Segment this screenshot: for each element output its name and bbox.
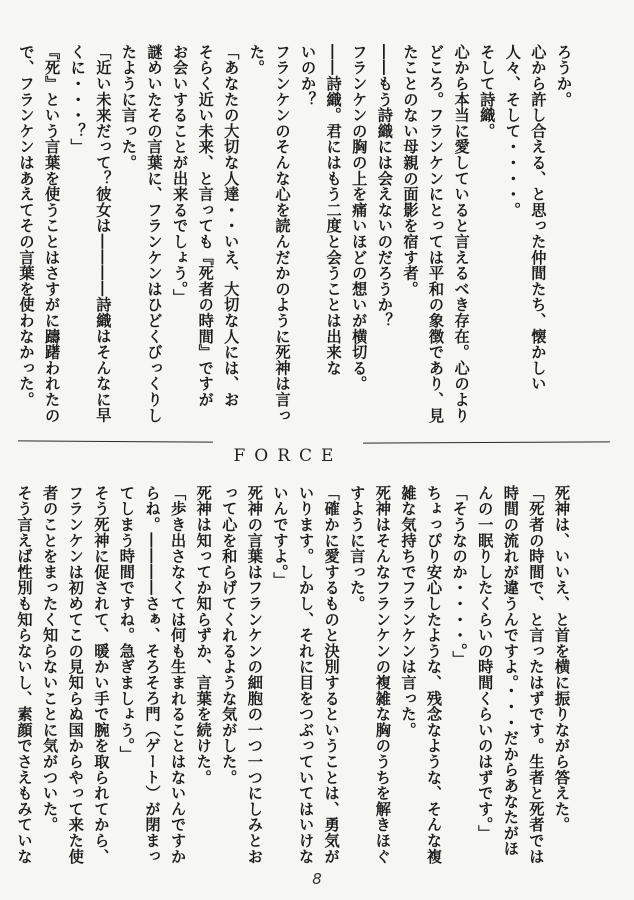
text-column: 「確かに愛するものと決別するということは、勇気が [322, 485, 341, 865]
text-column: てしまう時間ですね。急ぎましょう。」 [117, 485, 136, 762]
text-column: そらく近い未来、と言っても『死者の時間』ですが [196, 44, 215, 408]
section-divider-right [363, 441, 610, 443]
text-column: らね。――――さぁ、そろそろ門（ゲート）が閉まっ [143, 485, 162, 865]
text-column: 雑な気持ちでフランケンは言った。 [399, 485, 418, 738]
text-column: 「歩き出さなくては何も生まれることはないんですか [169, 485, 188, 865]
text-column: 「そうなのか・・・・。」 [450, 485, 469, 667]
text-column: 「死者の時間で、と言ったはずです。生者と死者では [527, 485, 546, 865]
text-column: 謎めいたその言葉に、フランケンはひどくびっくりし [145, 44, 164, 424]
text-column: ちょっぴり安心したような、残念なような、そんな複 [425, 485, 444, 865]
text-column: くに・・・？」 [68, 44, 87, 155]
text-column: どころ。フランケンにとっては平和の象徴であり、見 [427, 44, 446, 424]
text-column: そして詩織。 [478, 44, 497, 139]
text-column: 死神の言葉はフランケンの細胞の一つ一つにしみとお [245, 485, 264, 865]
text-column: そう言えば性別も知らないし、素顔でさえもみていな [15, 485, 34, 865]
text-column: いんですよ。」 [271, 485, 290, 588]
text-column: ――もう詩織には会えないのだろうか？ [375, 44, 394, 329]
page-number: 8 [312, 870, 322, 888]
section-title: FORCE [233, 446, 343, 466]
text-column: 時間の流れが違うんですよ。・・・だからあなたがほ [501, 485, 520, 857]
section-divider-left [18, 440, 213, 442]
text-column: たように言った。 [119, 44, 138, 171]
text-column: お会いすることが出来るでしょう。」 [171, 44, 190, 305]
text-column: ――詩織。君にはもう二度と会うことは出来な [324, 44, 343, 376]
text-column: フランケンのそんな心を読んだかのように死神は言っ [273, 44, 292, 424]
text-column: 死神はそんなフランケンの複雑な胸のうちを解きほぐ [373, 485, 392, 865]
text-column: すように言った。 [348, 485, 367, 612]
text-column: 死神は知ってか知らずか、言葉を続けた。 [194, 485, 213, 786]
text-column: 者のことをまったく知らないことに気がついた。 [41, 485, 60, 833]
text-column: って心を和らげてくれるような気がした。 [220, 485, 239, 786]
text-column: フランケンの胸の上を痛いほどの想いが横切る。 [350, 44, 369, 392]
top-text-block [17, 44, 576, 424]
bottom-text-block [15, 485, 574, 865]
text-column: フランケンは初めてこの見知らぬ国からやって来た使 [66, 485, 85, 865]
text-column: 人々、そして・・・・。 [503, 44, 522, 218]
text-column: で、フランケンはあえてその言葉を使わなかった。 [17, 44, 36, 408]
text-column: た。 [247, 44, 266, 76]
text-column: 「近い未来だって？彼女は――――詩織はそんなに早 [94, 44, 113, 424]
text-column: そう死神に促されて、暖かい手で腕を取られてから、 [92, 485, 111, 865]
text-column: 「あなたの大切な人達・・いえ、大切な人には、お [222, 44, 241, 408]
text-column: ろうか。 [555, 44, 573, 108]
text-column: 死神は、いいえ、と首を横に振りながら答えた。 [553, 485, 571, 833]
text-column: んの一眠りしたくらいの時間くらいのはずです。」 [476, 485, 495, 841]
text-column: 『死』という言葉を使うことはさすがに躊躇われたの [43, 44, 62, 424]
text-column: たことのない母親の面影を宿す者。 [401, 44, 420, 297]
text-column: 心から本当に愛していると言えるべき存在。心のより [452, 44, 471, 424]
text-column: いのか？ [299, 44, 318, 108]
text-column: 心から許し合える、と思った仲間たち、懐かしい [529, 44, 548, 392]
text-column: いります。しかし、それに目をつぶっていてはいけな [297, 485, 316, 865]
